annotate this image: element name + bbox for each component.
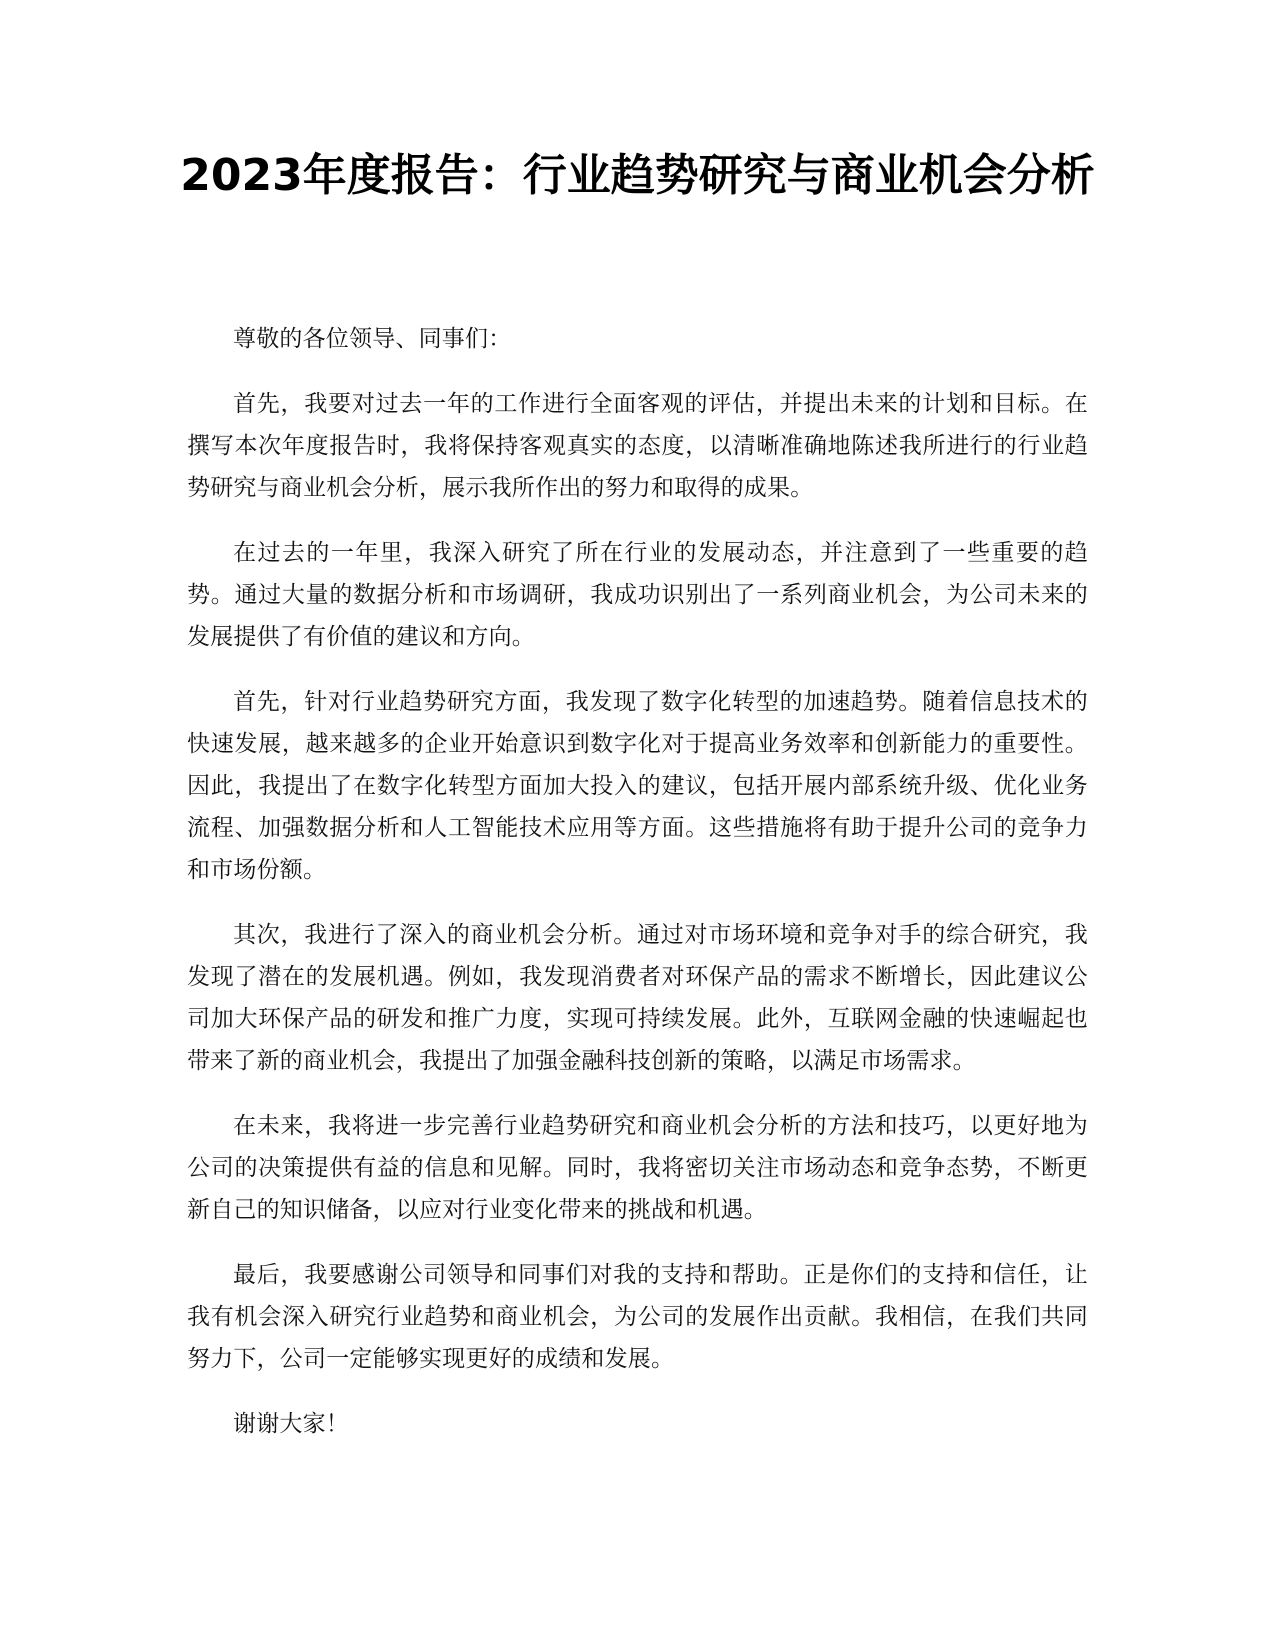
closing-paragraph: 谢谢大家！ — [233, 1411, 349, 1437]
salutation-paragraph: 尊敬的各位领导、同事们： — [233, 326, 512, 352]
body-paragraph: 首先，我要对过去一年的工作进行全面客观的评估，并提出未来的计划和目标。在撰写本次年度报告时，我将保持客观真实的态度，以清晰准确地陈述我所进行的行业趋势研究与商业机会分析，展示我所作出的努力和取得的成果。 — [187, 391, 1088, 501]
document-title: 2023年度报告：行业趋势研究与商业机会分析 — [180, 150, 1095, 201]
body-paragraph: 其次，我进行了深入的商业机会分析。通过对市场环境和竞争对手的综合研究，我发现了潜在的发展机遇。例如，我发现消费者对环保产品的需求不断增长，因此建议公司加大环保产品的研发和推广力度，实现可持续发展。此外，互联网金融的快速崛起也带来了新的商业机会，我提出了加强金融科技创新的策略，以满足市场需求。 — [187, 922, 1088, 1074]
body-paragraph: 首先，针对行业趋势研究方面，我发现了数字化转型的加速趋势。随着信息技术的快速发展，越来越多的企业开始意识到数字化对于提高业务效率和创新能力的重要性。因此，我提出了在数字化转型方面加大投入的建议，包括开展内部系统升级、优化业务流程、加强数据分析和人工智能技术应用等方面。这些措施将有助于提升公司的竞争力和市场份额。 — [187, 689, 1088, 883]
body-paragraph: 在过去的一年里，我深入研究了所在行业的发展动态，并注意到了一些重要的趋势。通过大量的数据分析和市场调研，我成功识别出了一系列商业机会，为公司未来的发展提供了有价值的建议和方向。 — [187, 540, 1088, 650]
body-paragraph: 在未来，我将进一步完善行业趋势研究和商业机会分析的方法和技巧，以更好地为公司的决策提供有益的信息和见解。同时，我将密切关注市场动态和竞争态势，不断更新自己的知识储备，以应对行业变化带来的挑战和机遇。 — [187, 1113, 1088, 1223]
body-paragraph: 最后，我要感谢公司领导和同事们对我的支持和帮助。正是你们的支持和信任，让我有机会深入研究行业趋势和商业机会，为公司的发展作出贡献。我相信，在我们共同努力下，公司一定能够实现更好的成绩和发展。 — [187, 1262, 1088, 1372]
document-body — [187, 318, 1088, 1468]
